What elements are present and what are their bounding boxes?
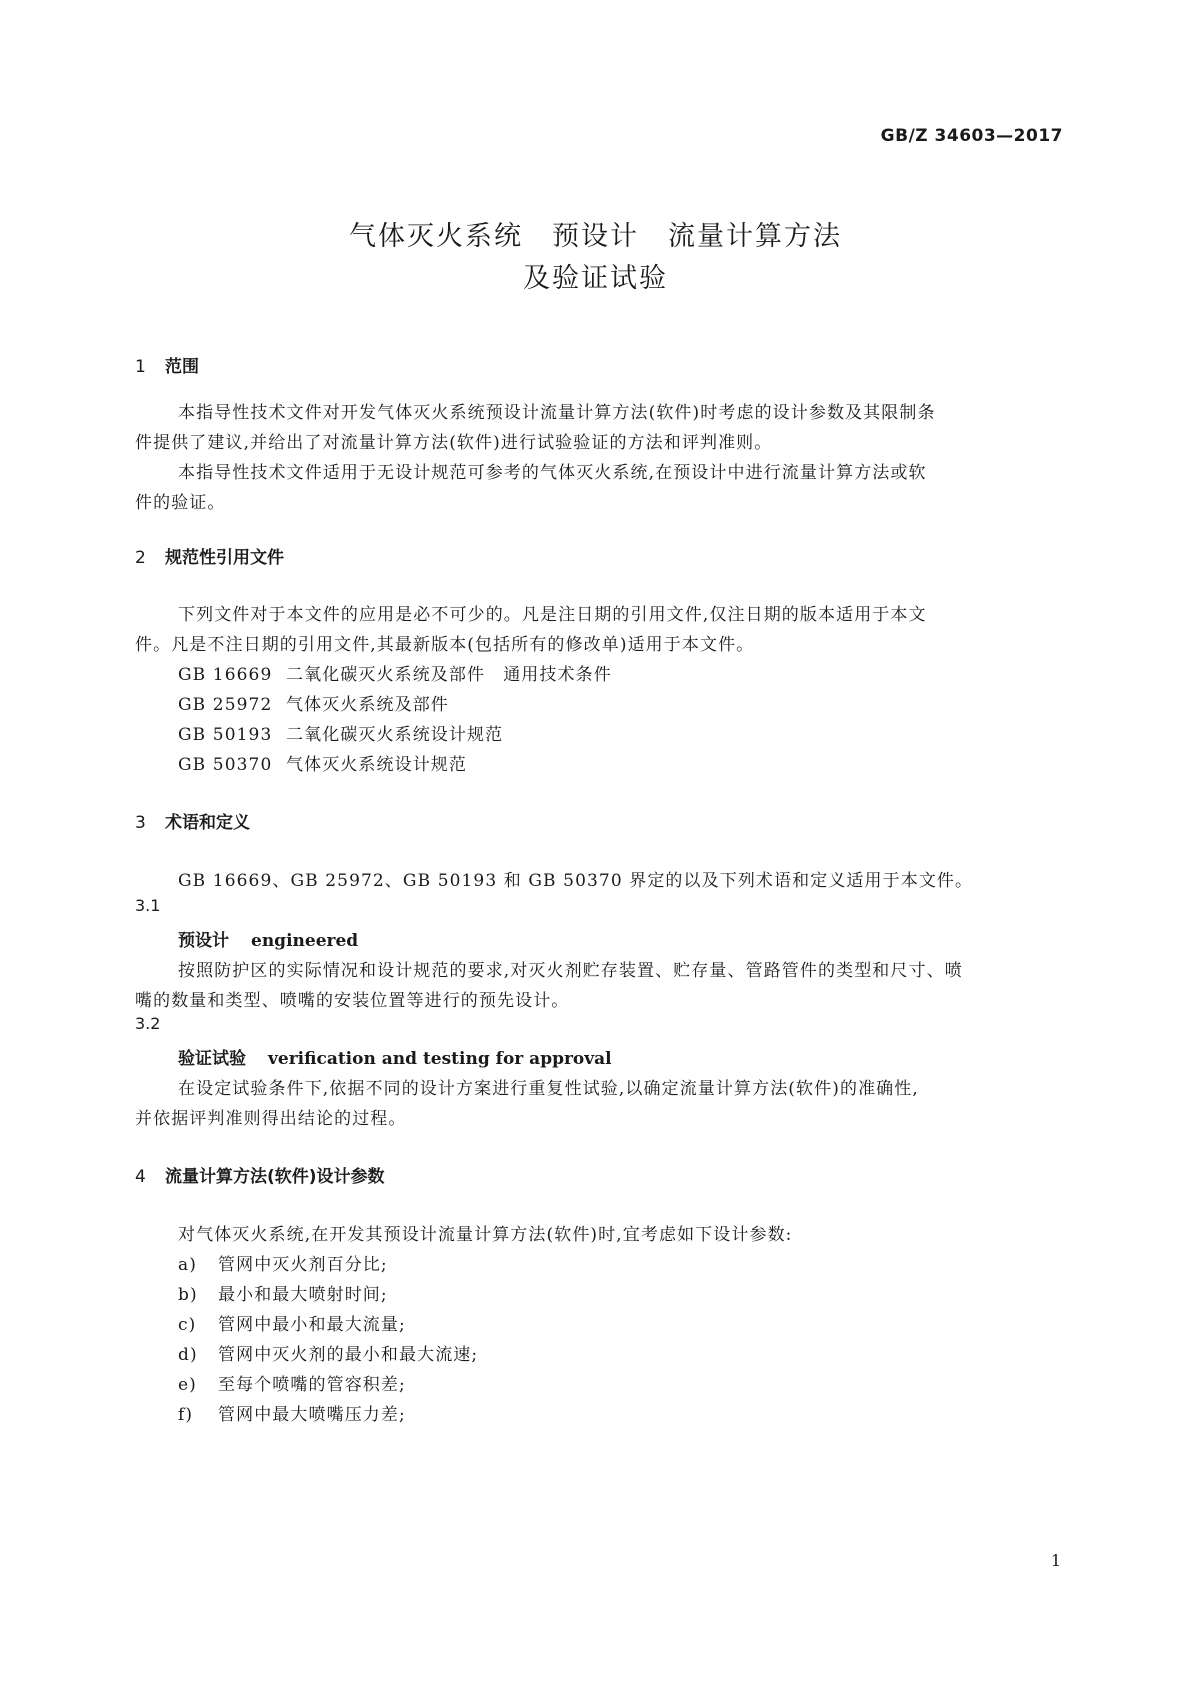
paragraph: 件的验证。: [135, 493, 226, 513]
list-label: f): [178, 1405, 194, 1425]
reference-code: GB 50370: [178, 755, 273, 775]
term-definition: 按照防护区的实际情况和设计规范的要求,对灭火剂贮存装置、贮存量、管路管件的类型和尺寸、喷: [178, 961, 963, 981]
section-title: 流量计算方法(软件)设计参数: [165, 1167, 385, 1187]
document-title-line1: 气体灭火系统 预设计 流量计算方法: [349, 221, 842, 252]
term-definition: 嘴的数量和类型、喷嘴的安装位置等进行的预先设计。: [135, 991, 570, 1011]
normative-reference: [178, 750, 467, 775]
section-number: 4: [135, 1167, 146, 1187]
list-label: e): [178, 1375, 197, 1395]
term-number: 3.2: [135, 1014, 161, 1033]
list-label: a): [178, 1255, 197, 1275]
reference-title: 二氧化碳灭火系统设计规范: [286, 725, 504, 745]
normative-reference: [178, 690, 449, 715]
normative-reference: [178, 720, 503, 745]
reference-code: GB 25972: [178, 695, 273, 715]
list-text: 至每个喷嘴的管容积差;: [218, 1375, 406, 1395]
list-item: [178, 1400, 406, 1425]
term-zh: 预设计: [178, 931, 229, 951]
normative-reference: [178, 660, 612, 685]
term-definition: 并依据评判准则得出结论的过程。: [135, 1109, 407, 1129]
list-text: 管网中最小和最大流量;: [218, 1315, 406, 1335]
reference-title: 气体灭火系统及部件: [286, 695, 449, 715]
term-en: engineered: [251, 931, 359, 951]
standard-code: GB/Z 34603—2017: [880, 126, 1063, 146]
term-en: verification and testing for approval: [268, 1049, 612, 1069]
paragraph: 对气体灭火系统,在开发其预设计流量计算方法(软件)时,宜考虑如下设计参数:: [178, 1225, 793, 1245]
section-title: 范围: [165, 357, 199, 377]
list-item: [178, 1280, 388, 1305]
reference-title: 气体灭火系统设计规范: [286, 755, 467, 775]
term-number: 3.1: [135, 896, 161, 915]
document-title-line2: 及验证试验: [523, 263, 668, 294]
reference-code: GB 50193: [178, 725, 273, 745]
list-item: [178, 1340, 478, 1365]
term-zh: 验证试验: [178, 1049, 246, 1069]
section-number: 2: [135, 548, 146, 568]
section-title: 规范性引用文件: [165, 548, 284, 568]
section-1-heading: [135, 352, 199, 377]
paragraph: 本指导性技术文件对开发气体灭火系统预设计流量计算方法(软件)时考虑的设计参数及其限制条: [178, 403, 936, 423]
section-3-heading: [135, 808, 250, 833]
list-item: [178, 1250, 388, 1275]
list-text: 管网中最大喷嘴压力差;: [218, 1405, 406, 1425]
section-2-heading: [135, 543, 284, 568]
list-item: [178, 1310, 406, 1335]
paragraph: 下列文件对于本文件的应用是必不可少的。凡是注日期的引用文件,仅注日期的版本适用于本文: [178, 605, 927, 625]
reference-code: GB 16669: [178, 665, 273, 685]
list-label: b): [178, 1285, 198, 1305]
term-definition: 在设定试验条件下,依据不同的设计方案进行重复性试验,以确定流量计算方法(软件)的准确性,: [178, 1079, 919, 1099]
section-4-heading: [135, 1162, 385, 1187]
paragraph: 件提供了建议,并给出了对流量计算方法(软件)进行试验验证的方法和评判准则。: [135, 433, 773, 453]
list-label: d): [178, 1345, 198, 1365]
section-title: 术语和定义: [165, 813, 250, 833]
term-heading: [178, 1044, 612, 1069]
paragraph: 本指导性技术文件适用于无设计规范可参考的气体灭火系统,在预设计中进行流量计算方法或软: [178, 463, 927, 483]
page-number: 1: [1050, 1551, 1061, 1570]
section-number: 1: [135, 357, 146, 377]
list-text: 管网中灭火剂的最小和最大流速;: [218, 1345, 479, 1365]
section-number: 3: [135, 813, 146, 833]
list-label: c): [178, 1315, 197, 1335]
reference-title: 二氧化碳灭火系统及部件 通用技术条件: [286, 665, 612, 685]
list-item: [178, 1370, 406, 1395]
paragraph: 件。凡是不注日期的引用文件,其最新版本(包括所有的修改单)适用于本文件。: [135, 635, 755, 655]
list-text: 最小和最大喷射时间;: [218, 1285, 388, 1305]
term-heading: [178, 926, 358, 951]
paragraph: GB 16669、GB 25972、GB 50193 和 GB 50370 界定的以及下列术语和定义适用于本文件。: [178, 871, 974, 891]
list-text: 管网中灭火剂百分比;: [218, 1255, 388, 1275]
